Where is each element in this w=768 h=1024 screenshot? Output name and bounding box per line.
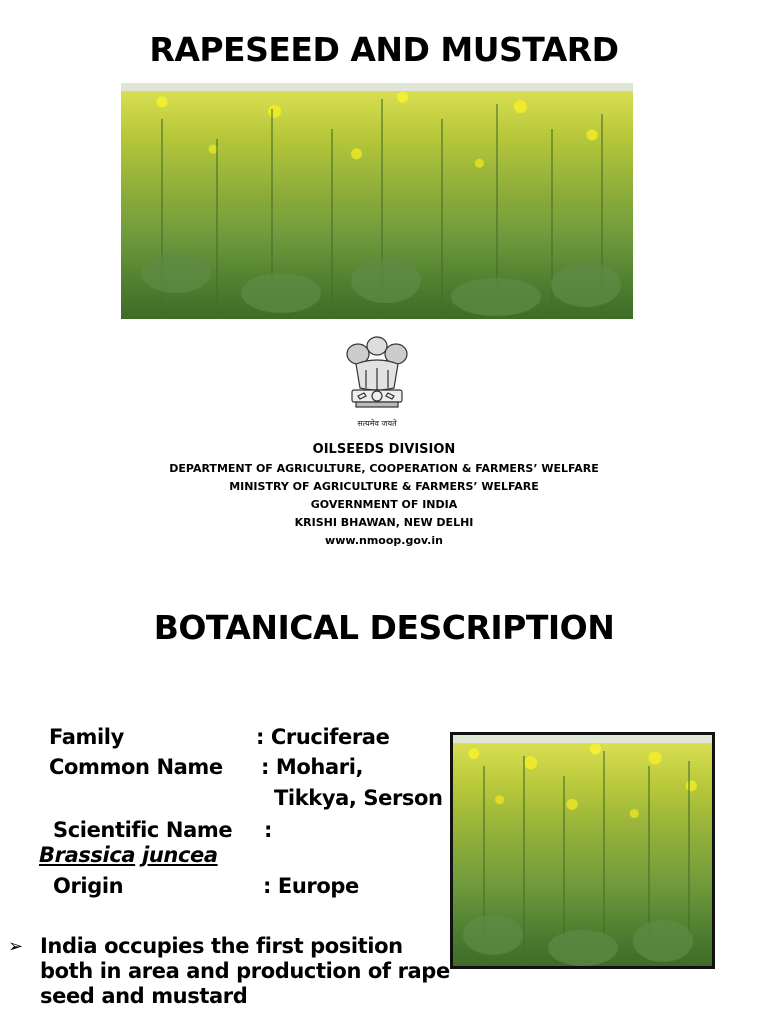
- origin-value: : Europe: [263, 874, 359, 898]
- family-label: Family: [49, 725, 124, 749]
- bullet-arrow-icon: ➢: [8, 936, 24, 956]
- org-address: KRISHI BHAWAN, NEW DELHI: [294, 516, 474, 529]
- scientific-name-colon: :: [264, 818, 272, 842]
- mustard-plants-photo: [450, 732, 715, 969]
- mustard-field-photo: [121, 83, 633, 319]
- org-division: OILSEEDS DIVISION: [312, 442, 456, 457]
- scientific-name-value: [39, 843, 218, 867]
- species-name: juncea: [142, 843, 218, 867]
- section-title: BOTANICAL DESCRIPTION: [153, 608, 615, 647]
- origin-label: Origin: [53, 874, 124, 898]
- org-department: DEPARTMENT OF AGRICULTURE, COOPERATION & FARMERS’ WELFARE: [169, 462, 599, 475]
- genus-name: Brassica: [39, 843, 136, 867]
- org-website-link[interactable]: www.nmoop.gov.in: [325, 534, 443, 547]
- common-name-label: Common Name: [49, 755, 223, 779]
- bullet-text: India occupies the first position both in area and production of rape seed and mustard: [40, 934, 450, 1008]
- emblem-motto: सत्यमेव जयते: [357, 419, 397, 428]
- common-name-value-cont: Tikkya, Serson: [274, 786, 443, 810]
- scientific-name-label: Scientific Name: [53, 818, 233, 842]
- common-name-value: : Mohari,: [261, 755, 364, 779]
- page-title: RAPESEED AND MUSTARD: [149, 30, 619, 69]
- national-emblem-icon: [342, 330, 412, 420]
- org-ministry: MINISTRY OF AGRICULTURE & FARMERS’ WELFARE: [229, 480, 539, 493]
- family-value: : Cruciferae: [256, 725, 390, 749]
- org-government: GOVERNMENT OF INDIA: [310, 498, 458, 511]
